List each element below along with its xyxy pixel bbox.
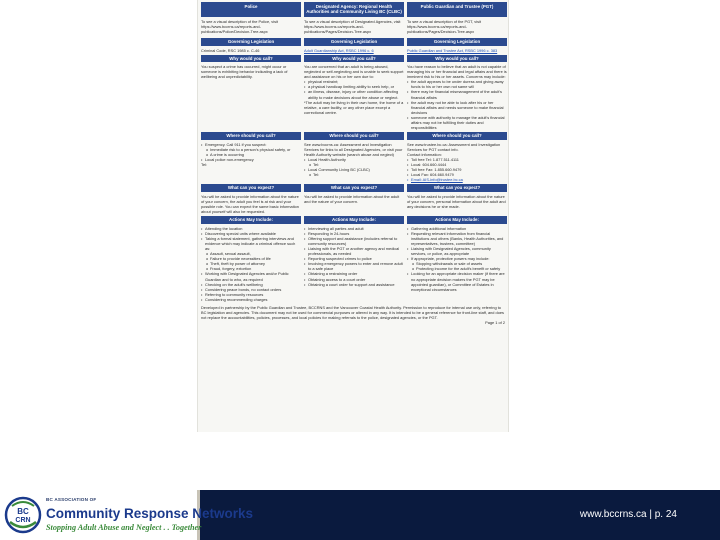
list-item: • Local: 604.660.4444 <box>407 162 507 167</box>
column-header-police: Police <box>201 2 301 17</box>
section-header-where: Where should you call? <box>407 132 507 139</box>
expect-agency: You will be asked to provide information about the adult and the nature of your concern. <box>304 193 400 204</box>
scanned-document <box>197 0 509 432</box>
list-item: o Protecting income for the adult's benefit or safety <box>407 266 507 271</box>
footer-band <box>0 490 720 540</box>
section-header-where: Where should you call? <box>304 132 404 139</box>
list-item: o Immediate risk to a person's physical safety, or <box>201 147 301 152</box>
list-item: • Liaising with Designated Agencies, community services, or police, as appropriate <box>407 246 507 256</box>
actions-agency-list <box>304 226 404 302</box>
where-pgt-line: See www.trustee.bc.ca: Assessment and Investigation Services for PGT contact info. <box>407 141 501 152</box>
emblem-text-top: BC <box>17 507 29 516</box>
expect-police: You will be asked to provide information about the nature of your concern, the adult you feel is at risk and your possible role. You can expect the same basic information about yourself will also be requested. <box>201 193 299 215</box>
why-agency-note: *The adult may be living in their own home, the home of a relative, a care facility, or any other place except a correctional centre. <box>304 99 404 115</box>
intro-row <box>201 19 505 36</box>
section-header-expect: What can you expect? <box>304 184 404 191</box>
list-item: o Tel: <box>304 172 404 177</box>
why-agency <box>304 64 404 130</box>
organization-prefix: BC ASSOCIATION OF <box>46 497 97 502</box>
why-agency-intro: You are concerned that an adult is being abused, neglected or self-neglecting and is unable to seek support and assistance on his or her own due to: <box>304 64 404 80</box>
where-police-tel: Tel: <box>201 162 208 167</box>
list-item: • Reporting suspected crimes to police <box>304 256 404 261</box>
where-row <box>201 142 505 183</box>
section-header-governing: Governing Legislation <box>304 38 404 45</box>
organization-name: Community Response Networks <box>46 506 254 521</box>
list-item: o Fraud, forgery, extortion <box>201 266 301 271</box>
organization-logo <box>0 490 254 540</box>
section-header-actions: Actions May Include: <box>304 216 404 223</box>
list-item: • If appropriate, protective powers may include: <box>407 256 507 261</box>
section-header-actions: Actions May Include: <box>201 216 301 223</box>
list-item: • Discovering special units where available <box>201 231 301 236</box>
list-item: • Responding in 24-hours <box>304 231 404 236</box>
why-row <box>201 64 505 130</box>
section-header-why: Why would you call? <box>304 55 404 62</box>
why-pgt-list <box>407 79 507 130</box>
actions-pgt-list <box>407 226 507 302</box>
list-item: • the adult appears to be under duress and giving away funds to his or her own not same will <box>407 79 507 89</box>
list-item: • a physical handicap limiting ability to seek help, or <box>304 84 404 89</box>
column-header-pgt: Public Guardian and Trustee (PGT) <box>407 2 507 17</box>
actions-row <box>201 226 505 302</box>
section-header-actions: Actions May Include: <box>407 216 507 223</box>
list-item: • Offering support and assistance (includes referral to community resources) <box>304 236 404 246</box>
list-item: • Checking on the adult's wellbeing <box>201 282 301 287</box>
list-item: o A crime is occurring <box>201 152 301 157</box>
why-pgt <box>407 64 507 130</box>
list-item: • the adult may not be able to look after his or her financial affairs and needs someone to make financial decisions <box>407 100 507 115</box>
list-item: • Toll free Fax: 1.855.660.9479 <box>407 167 507 172</box>
intro-pgt: To see a visual description of the PGT, visit https://www.bccrns.ca/reports-and-publications/Pages/Decision-Tree.aspx <box>407 18 481 34</box>
list-item: • Gathering additional information <box>407 226 507 231</box>
why-header-row <box>201 55 505 64</box>
intro-agency: To see a visual description of Designated Agencies, visit https://www.bccrns.ca/reports-and-publications/Pages/Decision-Tree.aspx <box>304 18 401 34</box>
website-page-label: www.bccrns.ca | p. 24 <box>579 509 677 520</box>
list-item: • Taking a formal statement, gathering interviews and evidence which may indicate a criminal offence such as: <box>201 236 301 251</box>
list-item: • there may be financial mismanagement of the adult's financial affairs <box>407 89 507 99</box>
list-item: • Emergency. Call 911 if you suspect: <box>201 142 301 147</box>
header-row <box>201 2 505 19</box>
governing-agency-link[interactable]: Adult Guardianship Act, RSBC 1996 c. 6 <box>304 47 374 53</box>
list-item: • Involving emergency powers to enter and remove adult to a safe place <box>304 261 404 271</box>
list-item: o Failure to provide necessities of life <box>201 256 301 261</box>
section-header-why: Why would you call? <box>201 55 301 62</box>
list-item: o Assault, sexual assault, <box>201 251 301 256</box>
expect-row <box>201 194 505 214</box>
why-agency-list <box>304 79 404 99</box>
list-item: • Considering peace bonds, no contact orders <box>201 287 301 292</box>
document-footnote: Developed in partnership by the Public Guardian and Trustee, BCCRNS and the Vancouver Coastal Health Authority. Permission to reproduce for internal use only, referring to BC legislation and agencies. This document may not be used for commercial purposes or altered in any way. It is intended to be a general reference for front-line staff, and does not replace the accountabilities, policies, processes, and local policies for making referrals to the police, designated agencies, or the PGT. <box>201 304 504 321</box>
list-item: • Liaising with the PGT or another agency and medical professionals, as needed <box>304 246 404 256</box>
section-header-where: Where should you call? <box>201 132 301 139</box>
intro-police: To see a visual description of the Police, visit https://www.bccrns.ca/reports-and-publications/Police/Decision-Tree.aspx <box>201 18 278 34</box>
pgt-email-link[interactable]: • Email: AIS-info@trustee.bc.ca <box>407 177 507 182</box>
governing-police: Criminal Code, RSC 1985 c. C-46 <box>201 47 260 53</box>
list-item: • Interviewing all parties and adult <box>304 226 404 231</box>
section-header-why: Why would you call? <box>407 55 507 62</box>
list-item: • Referring to community resources <box>201 292 301 297</box>
list-item: • Requesting relevant information from financial institutions and others (Banks, Health Authorities, and representatives, trustees, committee) <box>407 231 507 246</box>
why-pgt-intro: You have reason to believe that an adult is not capable of managing his or her financial and legal affairs and there is imminent risk to his or her assets. Concerns may include: <box>407 64 507 80</box>
column-header-designated-agency: Designated Agency: Regional Health Authorities and Community Living BC (CLBC) <box>304 2 404 17</box>
where-agency <box>304 142 404 183</box>
list-item: o Tel: <box>304 162 404 167</box>
list-item: • Looking for an appropriate decision maker (if there are no appropriate decision makers the PGT may be appointed guardian), or Committee of Estates in exceptional circumstances <box>407 271 507 291</box>
list-item: • Local Fax: 604.660.9479 <box>407 172 507 177</box>
list-item: • Considering recommending charges <box>201 297 301 302</box>
where-pgt-line: Contact information: <box>407 151 442 157</box>
list-item: • Toll free Tel: 1.877.511.4111 <box>407 157 507 162</box>
bccrn-emblem-icon <box>4 496 42 534</box>
governing-row <box>201 48 505 53</box>
page-number: Page 1 of 2 <box>485 320 505 326</box>
expect-header-row <box>201 184 505 193</box>
governing-pgt-link[interactable]: Public Guardian and Trustee Act, RSBC 1996 c. 383 <box>407 47 498 53</box>
organization-tagline: Stopping Adult Abuse and Neglect . . Together <box>46 523 202 532</box>
where-police <box>201 142 301 183</box>
expect-pgt: You will be asked to provide information about the nature of your concern, personal information about the adult and any decisions he or she made. <box>407 193 506 209</box>
list-item: • an illness, disease, injury or other condition affecting ability to make decisions about the abuse or neglect. <box>304 89 404 99</box>
why-police: You suspect a crime has occurred, might occur or someone is exhibiting behavior indicating a lack of wellbeing and unpredictability. <box>201 64 288 80</box>
actions-header-row <box>201 216 505 225</box>
section-header-expect: What can you expect? <box>201 184 301 191</box>
section-header-expect: What can you expect? <box>407 184 507 191</box>
list-item: o Theft, theft by power of attorney <box>201 261 301 266</box>
list-item: • Local Health Authority <box>304 157 404 162</box>
governing-header-row <box>201 38 505 47</box>
list-item: • Local police non-emergency <box>201 157 301 162</box>
where-agency-line: See www.bccrns.ca: Assessment and Investigation Services for links to all Designated Agencies, or visit your Health Authority website (search abuse and neglect) <box>304 141 403 157</box>
list-item: • Obtaining a restraining order <box>304 271 404 276</box>
section-header-governing: Governing Legislation <box>407 38 507 45</box>
list-item: • Obtaining a court order for support and assistance <box>304 282 404 287</box>
actions-police-list <box>201 226 301 302</box>
list-item: • Working with Designated Agencies and/or Public Guardian and to who, as required <box>201 271 301 281</box>
list-item: • Attending the location <box>201 226 301 231</box>
list-item: o Stopping withdrawals or sale of assets <box>407 261 507 266</box>
list-item: • Obtaining access to a court order <box>304 277 404 282</box>
section-header-governing: Governing Legislation <box>201 38 301 45</box>
list-item: • Local Community Living BC (CLBC) <box>304 167 404 172</box>
list-item: • someone with authority to manage the adult's financial affairs may not be fulfilling their duties and responsibilities <box>407 115 507 130</box>
list-item: • physical restraint; <box>304 79 404 84</box>
emblem-text-bottom: CRN <box>15 517 31 524</box>
where-pgt <box>407 142 507 183</box>
where-header-row <box>201 132 505 141</box>
